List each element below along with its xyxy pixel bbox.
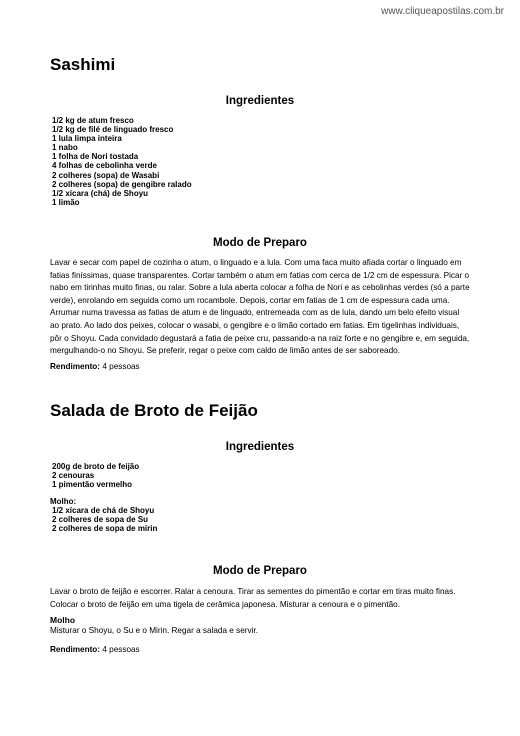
sauce-label: Molho: [50,497,77,506]
recipe-title: Salada de Broto de Feijão [50,401,258,420]
list-item: 2 cenouras [52,471,95,481]
list-item: 1/2 xícara (chá) de Shoyu [52,188,149,198]
method-heading: Modo de Preparo [213,565,307,577]
list-item: 1/2 xícara de chá de Shoyu [52,506,155,516]
sauce-method-text: Misturar o Shoyu, o Su e o Mirin. Regar a salada e servir. [50,626,258,635]
list-item: 1/2 kg de filé de linguado fresco [52,125,174,135]
list-item: 1 pimentão vermelho [52,480,133,490]
method-heading: Modo de Preparo [213,237,307,249]
list-item: 200g de broto de feijão [52,462,140,471]
list-item: 2 colheres (sopa) de gengibre ralado [52,179,192,189]
list-item: 1 folha de Nori tostada [52,152,139,162]
site-url: www.cliqueapostilas.com.br [381,6,504,17]
list-item: 2 colheres de sopa de mirin [52,524,158,534]
sauce-method-heading: Molho [50,615,76,625]
yield-value: 4 pessoas [102,362,140,371]
list-item: 1 nabo [52,143,78,153]
list-item: 1 lula limpa inteira [52,134,122,144]
list-item: 1 limão [52,197,80,207]
yield [50,362,140,371]
method-text: Lavar o broto de feijão e escorrer. Ralar a cenoura. Tirar as sementes do pimentão e cortar em tiras muito finas. Colocar o broto de feijão em uma tigela de cerâmica japonesa. Misturar a cenoura e o pimentão. [50,587,456,609]
list-item: 2 colheres de sopa de Su [52,515,149,525]
list-item: 4 folhas de cebolinha verde [52,161,157,171]
sauce-ingredients-list [50,497,157,533]
ingredients-list [52,462,139,489]
yield [50,645,140,654]
yield-label: Rendimento: [50,645,101,654]
yield-value: 4 pessoas [102,645,140,654]
list-item: 2 colheres (sopa) de Wasabi [52,170,160,180]
ingredients-heading: Ingredientes [225,95,295,107]
recipe-title: Sashimi [50,55,116,74]
ingredients-heading: Ingredientes [225,441,295,453]
list-item: 1/2 kg de atum fresco [52,116,134,125]
method-text: Lavar e secar com papel de cozinha o atum, o linguado e a lula. Com uma faca muito afiada cortar o linguado em fatias finíssimas, quase transparentes. Cortar também o atum em fatias com cerca de 1/2 cm de espessura. Picar o nabo em tirinhas muito finas, ou ralar. Sobre a lula aberta colocar a folha de Nori e as cebolinhas verdes (só a parte verde), enrolando em seguida como um rocambole. Depois, cortar em fatias de 1 cm de espessura cada uma. Arrumar numa travessa as fatias de atum e de linguado, entremeada com as de lula, dando um belo efeito visual ao prato. Ao lado dos peixes, colocar o wasabi, o gengibre e o limão cortado em fatias. Em tigelinhas individuais, pôr o Shoyu. Cada convidado degustará a fatia de peixe cru, passando-a na raiz forte e no gengibre e, em seguida, mergulhando-o no Shoyu. Se preferir, regar o peixe com caldo de limão antes de ser saboreado. [50,258,470,356]
ingredients-list [52,116,192,207]
yield-label: Rendimento: [50,362,101,371]
